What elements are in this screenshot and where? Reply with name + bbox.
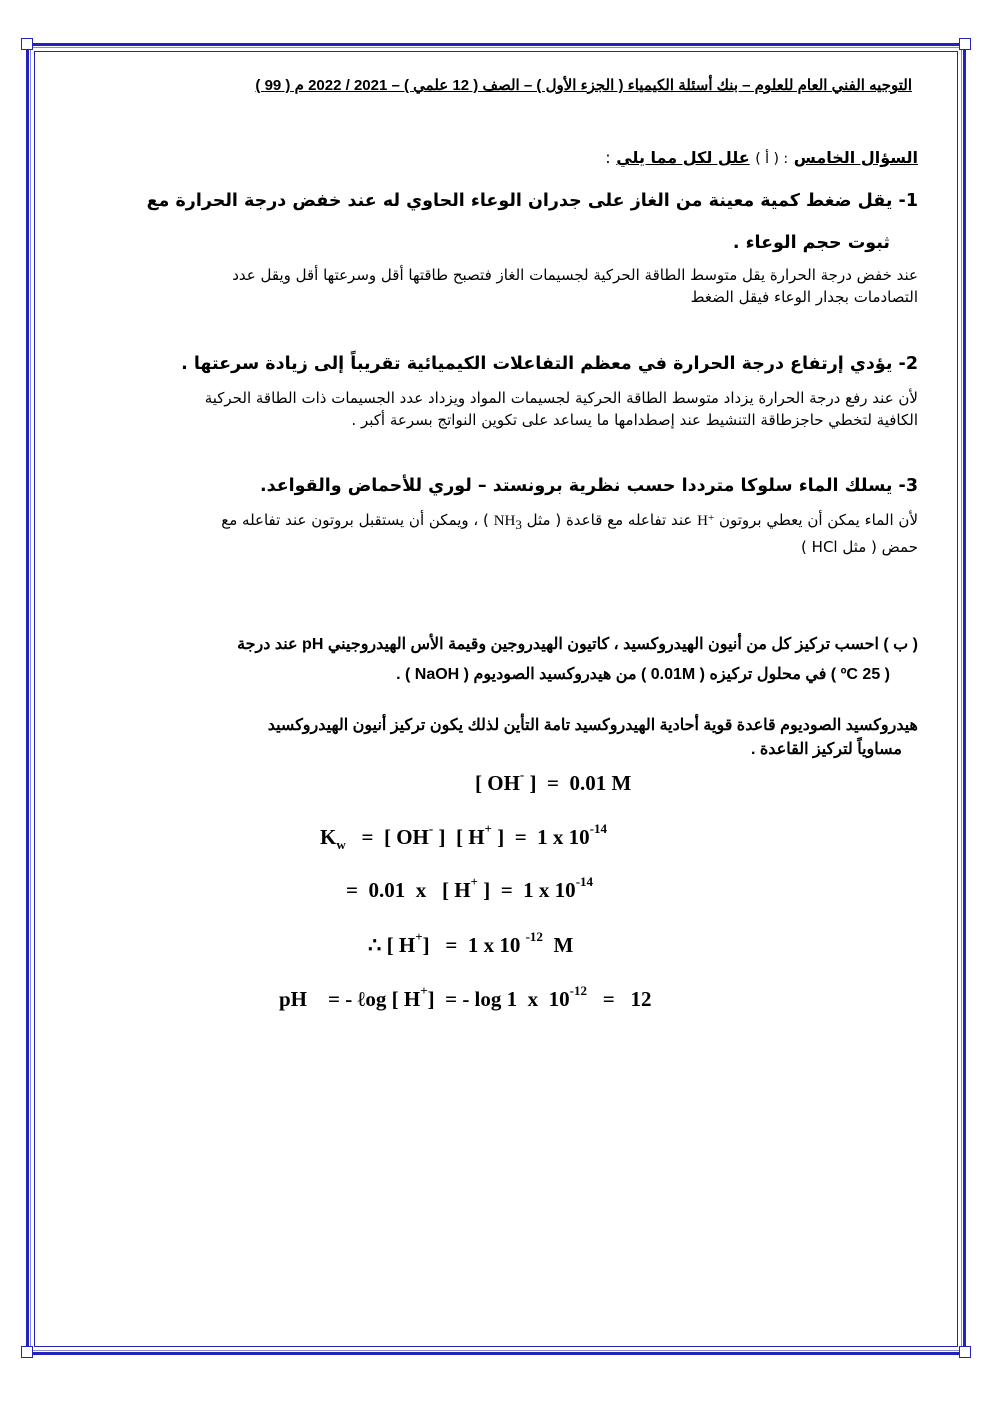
item-3-question <box>130 465 918 507</box>
answer-line: لأن عند رفع درجة الحرارة يزداد متوسط الطاقة الحركية لجسيمات المواد ويزداد عدد الجسيمات ذات الطاقة الحركية <box>204 389 918 407</box>
item-3-answer <box>70 509 918 558</box>
item-question-text: يقل ضغط كمية معينة من الغاز على جدران الوعاء الحاوي له عند خفض درجة الحرارة مع <box>146 191 893 211</box>
answer-line: مساوياً لتركيز القاعدة . <box>751 741 902 758</box>
equation-kw: $K_w$ = [ OH- ] [ H+ ] = 1 x $10^{-14}$ <box>320 821 608 853</box>
part-a-instruction: علل لكل مما يلي <box>616 148 750 167</box>
part-a-colon: : <box>605 148 611 167</box>
item-2-answer <box>55 387 918 431</box>
part-b-answer <box>150 714 918 762</box>
item-2-question <box>130 343 918 385</box>
item-question-text: يؤدي إرتفاع درجة الحرارة في معظم التفاعلات الكيميائية تقريباً إلى زيادة سرعتها . <box>181 354 893 374</box>
item-number: 1- <box>898 191 918 211</box>
item-question-text: يسلك الماء سلوكا مترددا حسب نظرية برونستد – لوري للأحماض والقواعد. <box>259 476 893 496</box>
answer-line: عند خفض درجة الحرارة يقل متوسط الطاقة الحركية لجسيمات الغاز فتصبح طاقتها أقل وسرعتها أقل ويقل عدد <box>232 266 918 284</box>
corner-ornament <box>959 38 971 50</box>
answer-text: لأن الماء يمكن أن يعطي بروتون <box>718 511 918 529</box>
section-title: السؤال الخامس <box>793 148 918 167</box>
answer-text: ) ، ويمكن أن يستقبل بروتون عند تفاعله مع <box>221 511 489 529</box>
answer-line: الكافية لتخطي حاجزطاقة التنشيط عند إصطدامها ما يساعد على تكوين النواتج بسرعة أكبر . <box>351 411 918 429</box>
item-number: 2- <box>898 354 918 374</box>
item-1-question-cont: ثبوت حجم الوعاء . <box>732 233 890 253</box>
page-header: التوجيه الفني العام للعلوم – بنك أسئلة الكيمياء ( الجزء الأول ) – الصف ( 12 علمي ) – 2021 / 2022 م ( 99 ) <box>255 77 912 94</box>
item-1-question <box>130 180 918 222</box>
question-title <box>140 148 918 167</box>
item-number: 3- <box>898 476 918 496</box>
answer-line <box>70 509 918 536</box>
part-b-label: ( ب ) <box>883 636 918 653</box>
part-b-line: ( 25 ºC ) في محلول تركيزه ( 0.01M ) من هيدروكسيد الصوديوم ( NaOH ) . <box>396 666 890 683</box>
item-1-answer <box>70 264 918 308</box>
equation-ph: pH = - ℓog [ H+] = - log 1 x $10^{-12} = 12$ <box>279 983 652 1011</box>
equation-h-conc: ∴ [ H+] = 1 x 10 $^{-12}$ M <box>368 929 574 957</box>
corner-ornament <box>959 1346 971 1358</box>
proton-formula: H+ <box>697 512 715 529</box>
answer-text: عند تفاعله مع قاعدة ( مثل <box>526 511 693 529</box>
answer-line: هيدروكسيد الصوديوم قاعدة قوية أحادية الهيدروكسيد تامة التأين لذلك يكون تركيز أنيون الهيدروكسيد <box>267 717 918 734</box>
part-b-text: احسب تركيز كل من أنيون الهيدروكسيد ، كاتيون الهيدروجين وقيمة الأس الهيدروجيني pH عند درجة <box>237 636 879 653</box>
corner-ornament <box>21 38 33 50</box>
ammonia-formula: $NH_3$ <box>493 513 522 532</box>
equation-oh-conc: [ OH- ] = 0.01 M <box>475 767 632 795</box>
answer-line: التصادمات بجدار الوعاء فيقل الضغط <box>690 288 918 306</box>
part-b-question <box>100 630 918 690</box>
answer-line: حمض ( مثل HCl ) <box>801 538 918 556</box>
equation-substitution: = 0.01 x [ H+ ] = 1 x $10^{-14}$ <box>346 874 594 902</box>
corner-ornament <box>21 1346 33 1358</box>
part-a-label: : ( أ ) <box>755 151 789 167</box>
part-b-line <box>100 630 918 660</box>
